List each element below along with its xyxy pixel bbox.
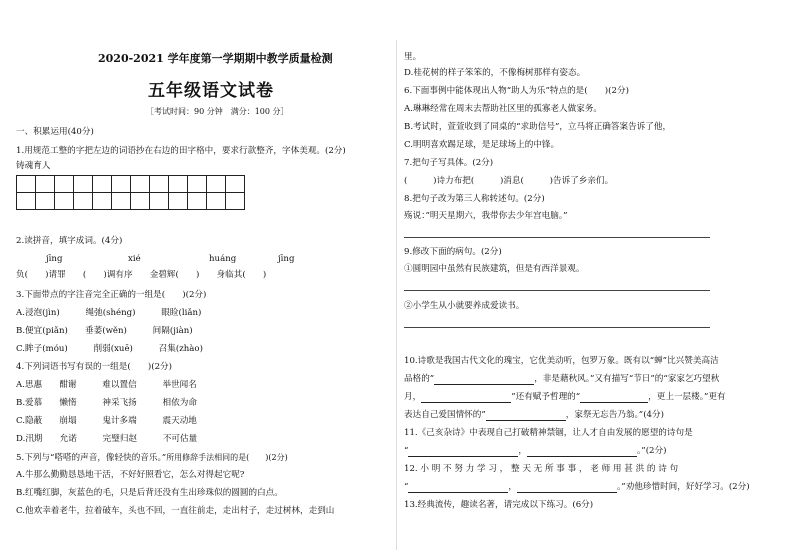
question-2-items: 负( )请罪 ( )调有序 金碧辉( ) 身临其( ): [16, 270, 267, 280]
section-1-heading: 一、积累运用(40分): [16, 127, 94, 137]
question-10-text-2b: ，非是藉秋风。”又有描写“节日”的“家家乞巧望秋: [534, 374, 720, 384]
answer-line-9-2[interactable]: [404, 327, 710, 328]
question-10-line-4: [404, 410, 664, 421]
blank-11-1[interactable]: [408, 447, 518, 457]
blank-10-1[interactable]: [434, 375, 534, 385]
question-7: 7.把句子写具体。(2分): [404, 158, 494, 168]
question-4-option-a: A.思惠 酣谢 难以置信 举世闻名: [16, 380, 197, 390]
pinyin-2: xié: [128, 254, 141, 264]
blank-10-2[interactable]: [421, 393, 511, 403]
question-10-text-4b: ，家祭无忘告乃翁。”(4分): [565, 410, 664, 420]
question-7-items: ( )诗力布把( )消息( )告诉了乡亲们。: [404, 176, 614, 186]
question-5-option-d: D.桂花树的样子笨笨的，不像梅树那样有姿态。: [404, 68, 586, 78]
question-12-open-quote: “: [404, 482, 409, 492]
question-12-comma: ，: [508, 482, 518, 492]
question-10-text-2a: 品格的”: [404, 374, 435, 384]
question-10-text-4a: 表达自己爱国情怀的”: [404, 410, 486, 420]
question-4-option-b: B.爱慕 懒惰 神采飞扬 相依为命: [16, 398, 197, 408]
question-3: 3.下面带点的字注音完全正确的一组是( )(2分): [16, 290, 207, 300]
blank-12-2[interactable]: [517, 483, 617, 493]
question-10-text-3b: ”还有赋予哲理的“: [511, 392, 581, 402]
question-4: 4.下列词语书写有误的一组是( )(2分): [16, 362, 172, 372]
question-5-option-b: B.红嘴红脚，灰蓝色的毛，只是后背还没有生出珍珠似的圆圆的白点。: [16, 488, 283, 498]
question-2: 2.读拼音，填字成词。(4分): [16, 236, 123, 246]
question-5-option-a: A.牛那么勤勤恳恳地干活，不好好照看它，怎么对得起它呢?: [16, 470, 245, 480]
blank-10-3[interactable]: [580, 393, 648, 403]
column-divider: [396, 40, 397, 550]
question-10-text-3c: ，更上一层楼。”更有: [648, 392, 726, 402]
question-3-option-a: A.浸泡(jìn) 绳弛(shéng) 眼睑(liǎn): [16, 308, 202, 318]
question-13: 13.经典流传，趣读名著，请完成以下练习。(6分): [404, 500, 594, 510]
question-12-answer: [404, 482, 750, 493]
question-8-text: 殇说：”明天星期六，我带你去少年宫电脑。”: [404, 211, 568, 221]
question-12: 12. 小 明 不 努 力 学 习 ， 整 天 无 所 事 事 ， 老 师 用 甚 洪 的 诗 句: [404, 464, 679, 474]
answer-line-9-1[interactable]: [404, 290, 710, 291]
question-6: 6.下面事例中能体现出人物“助人为乐”特点的是( )(2分): [404, 86, 629, 96]
blank-12-1[interactable]: [408, 483, 508, 493]
question-5-option-c: C.他欢幸着老牛，拉着破车，头也不回，一直往前走，走出村子，走过树林，走到山: [16, 506, 335, 516]
question-3-option-c: C.眸子(móu) 削弱(xuē) 召集(zhào): [16, 344, 203, 354]
year-title: 2020-2021 学年度第一学期期中教学质量检测: [98, 52, 333, 65]
question-5: [16, 452, 288, 464]
question-1: 1.用规范工整的字把左边的词语抄在右边的田字格中，要求行款整齐，字体美观。(2分): [16, 146, 346, 156]
question-10-text-3a: 月，: [404, 392, 422, 402]
blank-10-4[interactable]: [486, 411, 566, 421]
question-10-line-2: [404, 374, 719, 385]
writing-grid[interactable]: [16, 175, 245, 210]
question-9-sentence-1: ①圆明园中虽然有民族建筑，但是有西洋景观。: [404, 264, 585, 274]
pinyin-1: jīng: [46, 254, 63, 264]
question-12-close: 。”劝他珍惜时间，好好学习。(2分): [617, 482, 750, 492]
question-8: 8.把句子改为第三人称转述句。(2分): [404, 194, 545, 204]
question-4-option-d: D.汛期 允诺 完璧归赵 不可估量: [16, 434, 198, 444]
exam-info: ［考试时间：90 分钟 满分：100 分］: [146, 107, 289, 116]
question-6-option-a: A.琳琳经常在周末去帮助社区里的孤寡老人做家务。: [404, 104, 603, 114]
question-11-close: 。”(2分): [637, 446, 667, 456]
question-1-word: 铸魂育人: [16, 161, 51, 171]
question-4-option-c: C.隐蔽 崩塌 鬼计多端 震天动地: [16, 416, 197, 426]
answer-line-8[interactable]: [404, 237, 710, 238]
question-10-line-1: 10.诗歌是我国古代文化的瑰宝，它优美动听，包罗万象。既有以“蝉”比兴赞美高洁: [404, 356, 719, 366]
question-6-option-c: C.明明喜欢踢足球，是足球场上的中锋。: [404, 140, 560, 150]
pinyin-4: jīng: [278, 254, 295, 264]
question-3-option-b: B.便宜(piǎn) 垂萎(wěn) 间隔(jiàn): [16, 326, 193, 336]
question-11: 11.《己亥杂诗》中表现自己打破精神禁锢，让人才自由发展的愿望的诗句是: [404, 428, 693, 438]
question-9-sentence-2: ②小学生从小就要养成爱读书。: [404, 301, 525, 311]
question-5-stem: 5.下列与“嗒嗒的声音，像轻快的音乐。”: [16, 453, 167, 463]
question-5-stem-tail: 所用修辞手法相同的是( )(2分): [166, 453, 288, 462]
continued-text: 里。: [404, 52, 422, 62]
question-10-line-3: [404, 392, 726, 403]
question-6-option-b: B.考试时，萱萱收到了同桌的“求助信号”，立马将正确答案告诉了他，: [404, 122, 672, 132]
exam-title: 五年级语文试卷: [148, 81, 274, 101]
question-11-comma: ，: [518, 446, 528, 456]
question-11-answer: [404, 446, 666, 457]
pinyin-3: huáng: [209, 254, 237, 264]
blank-11-2[interactable]: [527, 447, 637, 457]
question-9: 9.修改下面的病句。(2分): [404, 247, 502, 257]
question-11-open-quote: “: [404, 446, 409, 456]
